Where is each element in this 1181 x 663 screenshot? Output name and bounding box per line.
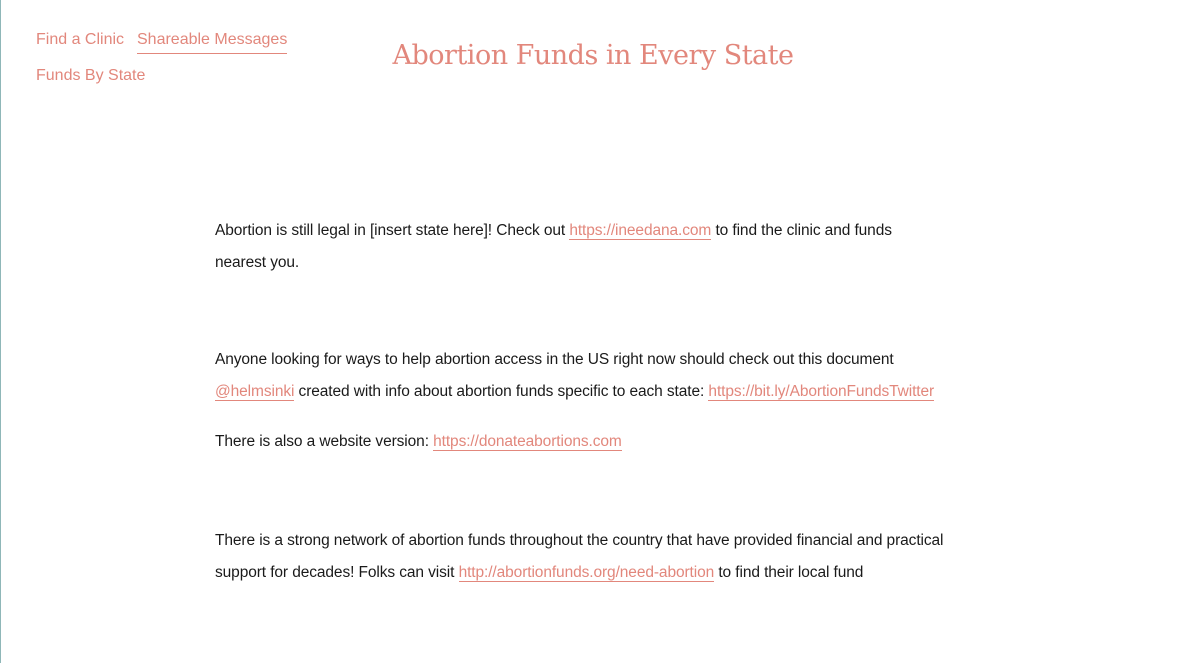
abortionfunds-link[interactable]: http://abortionfunds.org/need-abortion [458, 564, 715, 581]
message-4-text-end: to find their local fund [714, 564, 864, 581]
donateabortions-link[interactable]: https://donateabortions.com [433, 433, 622, 450]
nav-find-a-clinic[interactable]: Find a Clinic [36, 31, 125, 48]
message-2 [215, 344, 975, 408]
message-2-text-mid: created with info about abortion funds specific to each state: [294, 383, 709, 400]
message-2-text-start: Anyone looking for ways to help abortion access in the US right now should check out this document [215, 351, 894, 368]
message-1-text-start: Abortion is still legal in [insert state here]! Check out [215, 222, 570, 239]
page-title: Abortion Funds in Every State [392, 40, 794, 71]
message-1 [215, 215, 935, 279]
helmsinki-handle-link[interactable]: @helmsinki [215, 383, 295, 400]
nav-funds-by-state[interactable]: Funds By State [36, 67, 146, 84]
message-3-text-start: There is also a website version: [215, 433, 434, 450]
message-4 [215, 525, 960, 589]
window-left-edge [0, 0, 1, 663]
message-3 [215, 426, 975, 458]
bitly-abortion-funds-link[interactable]: https://bit.ly/AbortionFundsTwitter [708, 383, 935, 400]
ineedana-link[interactable]: https://ineedana.com [569, 222, 712, 239]
message-1-text-end: to find the clinic and funds nearest you. [215, 222, 892, 271]
nav-shareable-messages[interactable]: Shareable Messages [137, 28, 287, 54]
message-4-text-start: There is a strong network of abortion funds throughout the country that have provided financial and practical support for decades! Folks can visit [215, 532, 944, 581]
